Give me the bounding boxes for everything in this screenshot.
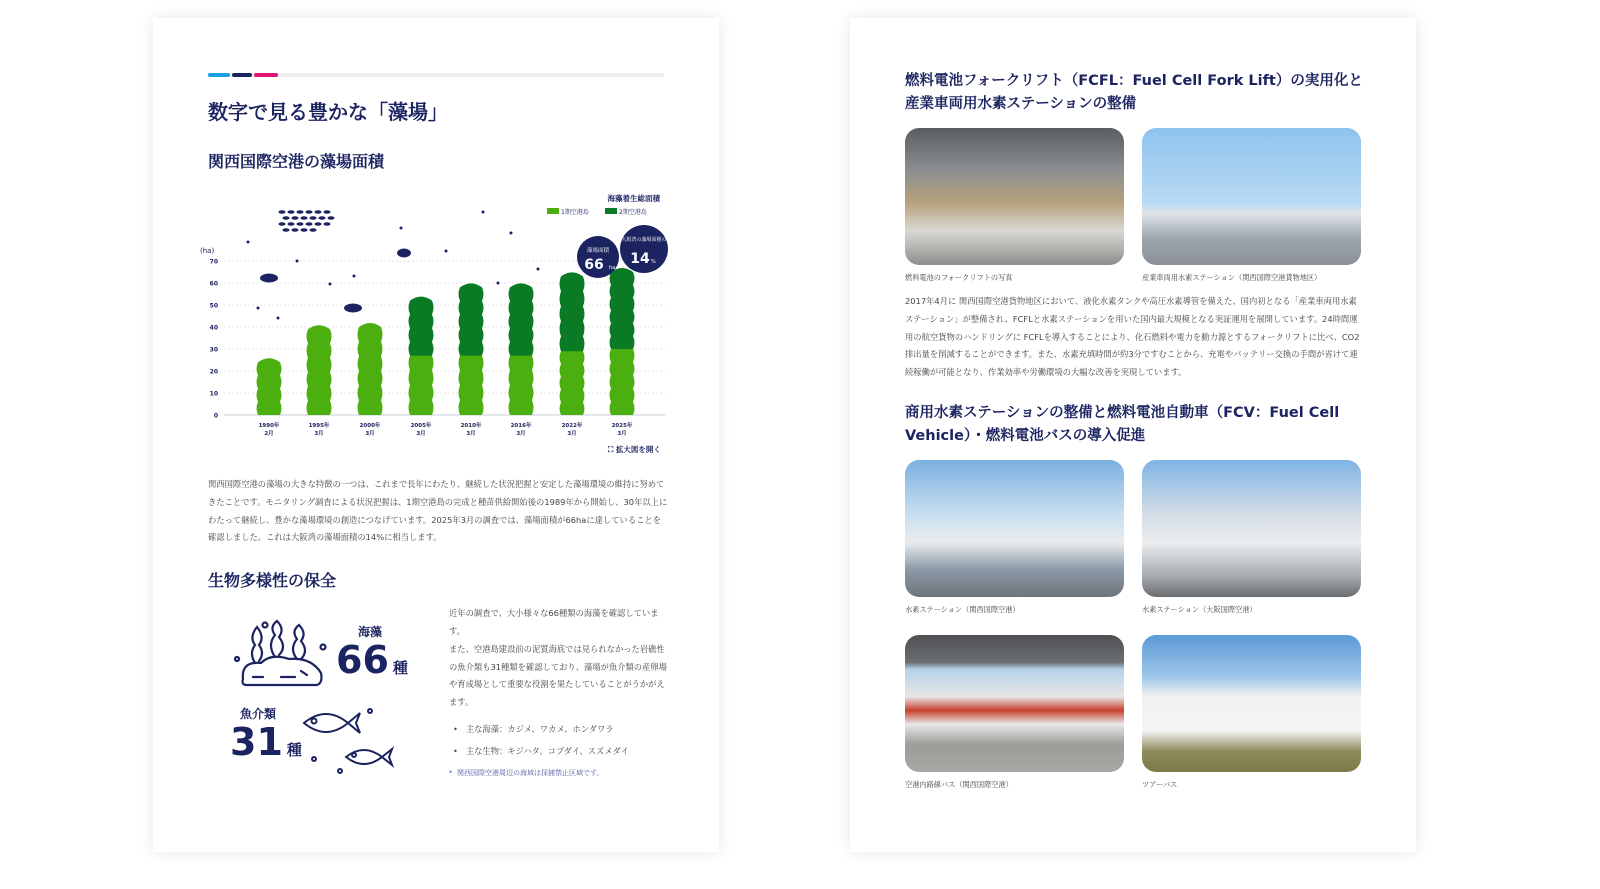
body-text: 2017年4月に 関西国際空港貨物地区において、液化水素タンクや高圧水素導管を備えた、国内初となる「産業車両用水素ステーション」が整備され、FCFLと水素ステーションを用いた国内最大規模となる実証運用を展開しています。24時間運用の航空貨物のハンドリングに FCFLを導入することにより、化石燃料や電力を動力源とするフォークリフトに比べ、CO2排出量を削減することができます。また、水素充填時間が約3分ですむことから、充電やバッテリー交換の手間が省けて連続稼働が可能となり、作業効率や労働環境の大幅な改善を実現しています。	[905, 296, 1360, 378]
biodiversity-text-1: 近年の調査で、大小様々な66種類の海藻を確認しています。	[449, 608, 659, 636]
bar-phase1	[610, 345, 635, 415]
list-item-text: 主な海藻：カジメ、ワカメ、ホンダワラ	[465, 723, 614, 734]
biodiversity-text-2: また、空港島建設前の泥質海底では見られなかった岩礁性の魚介類も31種類を確認しており、藻場が魚介類の産卵場や育成場として重要な役割を果たしていることがうかがえます。	[449, 643, 667, 708]
stat-seaweed-unit: 種	[392, 659, 408, 678]
right-content	[905, 70, 1365, 790]
fish-school-icon	[301, 228, 308, 232]
page-right	[850, 18, 1416, 852]
stat-seaweed	[336, 623, 408, 683]
section-heading: 関西国際空港の藻場面積	[208, 152, 385, 171]
x-tick-label: 3月	[314, 431, 324, 437]
legend-label: 2期空港島	[619, 209, 647, 216]
stat-fish-label: 魚介類	[240, 707, 277, 722]
fish-school-icon	[279, 222, 286, 226]
lower-content	[208, 476, 668, 779]
biodiversity-block	[208, 605, 668, 779]
fish-icon	[344, 304, 362, 313]
body-text: 関西国際空港の藻場の大きな特徴の一つは、これまで長年にわたり、継続した状況把握と安定した藻場環境の維持に努めてきたことです。モニタリング調査による状況把握は、1期空港島の完成と種苗供給開始後の1989年から開始し、30年以上にわたって継続し、豊かな藻場環境の創造につなげています。2025年3月の調査では、藻場面積が66haに達していることを確認しました。これは大阪湾の藻場面積の14%に相当します。	[208, 479, 668, 543]
list-item: • 主な海藻：カジメ、ワカメ、ホンダワラ	[453, 723, 614, 734]
bar-phase1	[358, 323, 383, 415]
list-item: • 主な生物：キジハタ、コブダイ、スズメダイ	[453, 745, 629, 756]
x-tick-label: 2016年	[510, 423, 532, 429]
bubble-dot	[257, 307, 260, 310]
bubble-unit: %	[651, 259, 656, 265]
photo-row	[905, 635, 1365, 790]
seaweed-chart	[198, 188, 678, 448]
fish-school-icon	[283, 228, 290, 232]
legend-label: 1期空港島	[561, 209, 589, 216]
fish-school-icon	[279, 210, 286, 214]
y-tick-label: 50	[209, 302, 218, 310]
photo-caption: 水素ステーション（大阪国際空港）	[1142, 604, 1257, 614]
legend-swatch	[547, 208, 559, 214]
bar-phase1	[459, 352, 484, 415]
x-tick-label: 2005年	[410, 423, 432, 429]
page-title: 数字で見る豊かな「藻場」	[208, 100, 448, 124]
bubble-label: 藻場面積	[586, 248, 610, 254]
fish-school-icon	[292, 228, 299, 232]
photo-tour-bus	[1142, 635, 1361, 772]
photo-row	[905, 460, 1365, 615]
fish-school-icon	[301, 216, 308, 220]
stat-fish	[230, 705, 302, 765]
x-tick-label: 2010年	[460, 423, 482, 429]
bar-phase2	[560, 272, 585, 351]
section-heading: 生物多様性の保全	[208, 571, 337, 591]
photo-caption: 水素ステーション（関西国際空港）	[905, 604, 1020, 614]
x-tick-label: 3月	[416, 431, 426, 437]
photo-kix-station	[905, 460, 1124, 597]
fish-icon	[260, 274, 278, 283]
x-tick-label: 3月	[567, 431, 577, 437]
biodiversity-text	[449, 605, 668, 779]
enlarge-link[interactable]: ⛶ 拡大図を開く	[608, 445, 661, 454]
bubble-dot	[445, 250, 448, 253]
bar-phase1	[509, 352, 534, 415]
bar-phase1	[560, 347, 585, 415]
x-tick-label: 2022年	[561, 423, 583, 429]
stat-seaweed-value: 66	[336, 638, 389, 683]
page-left	[153, 18, 719, 852]
y-tick-label: 30	[209, 346, 218, 354]
x-tick-label: 2月	[264, 431, 274, 437]
fish-school-icon	[328, 216, 335, 220]
bubble-dot	[537, 268, 540, 271]
fish-school-icon	[324, 222, 331, 226]
x-tick-label: 2000年	[359, 423, 381, 429]
y-tick-label: 60	[209, 280, 218, 288]
bubble-dot	[329, 283, 332, 286]
fish-icon	[397, 249, 411, 258]
fish-school-icon	[315, 210, 322, 214]
enlarge-label[interactable]: 拡大図を開く	[615, 445, 661, 454]
fish-school-icon	[288, 210, 295, 214]
bubble-value: 14	[630, 251, 650, 267]
bubble-value: 66	[584, 257, 604, 273]
photo-row	[905, 128, 1365, 283]
stat-fish-unit: 種	[286, 741, 302, 760]
bar-phase2	[409, 297, 434, 356]
stat-fish-value: 31	[230, 720, 283, 765]
y-axis-label: (ha)	[200, 247, 215, 255]
y-tick-label: 10	[209, 390, 218, 398]
bubble-dot	[497, 282, 500, 285]
fish-school-icon	[306, 222, 313, 226]
y-tick-label: 20	[209, 368, 218, 376]
bar-phase1	[307, 325, 332, 415]
bubble-dot	[400, 227, 403, 230]
bar-phase2	[509, 283, 534, 355]
bubble-unit: ha	[609, 265, 616, 271]
x-tick-label: 1990年	[258, 423, 280, 429]
fish-school-icon	[306, 210, 313, 214]
bubble-dot	[353, 275, 356, 278]
list-item-text: 主な生物：キジハタ、コブダイ、スズメダイ	[465, 745, 629, 756]
photo-caption: 産業車両用水素ステーション（関西国際空港貨物地区）	[1142, 273, 1322, 282]
x-tick-label: 3月	[466, 431, 476, 437]
fish-school-icon	[324, 210, 331, 214]
bubble-dot	[296, 260, 299, 263]
y-tick-label: 40	[209, 324, 218, 332]
x-tick-label: 3月	[365, 431, 375, 437]
fish-school-icon	[310, 216, 317, 220]
bubble-dot	[510, 232, 513, 235]
photo-forklift	[905, 128, 1124, 265]
biodiversity-stats	[208, 605, 449, 775]
photo-caption: 空港内路線バス（関西国際空港）	[905, 779, 1013, 789]
species-list	[449, 718, 668, 762]
bubble-dot	[482, 211, 485, 214]
fish-icon	[298, 701, 403, 776]
photo-industrial-station	[1142, 128, 1361, 265]
footnote-text: 関西国際空港周辺の海域は採捕禁止区域です。	[456, 768, 604, 777]
fish-school-icon	[297, 222, 304, 226]
accent-bar	[208, 73, 664, 77]
photo-caption: 燃料電池のフォークリフトの写真	[905, 273, 1013, 282]
x-tick-label: 3月	[617, 431, 627, 437]
bar-phase1	[409, 352, 434, 415]
fish-school-icon	[292, 216, 299, 220]
bubble-dot	[277, 317, 280, 320]
bubble-label: 大阪湾の藻場面積の	[621, 237, 667, 243]
fish-school-icon	[283, 216, 290, 220]
x-tick-label: 3月	[516, 431, 526, 437]
photo-caption: ツアーバス	[1142, 779, 1178, 789]
bubble-dot	[247, 241, 250, 244]
x-tick-label: 2025年	[611, 423, 633, 429]
fish-school-icon	[319, 216, 326, 220]
y-tick-label: 0	[213, 412, 218, 420]
fish-school-icon	[288, 222, 295, 226]
fish-school-icon	[315, 222, 322, 226]
section-heading: 燃料電池フォークリフト（FCFL：Fuel Cell Fork Lift）の実用化と産業車両用水素ステーションの整備	[905, 73, 1363, 112]
bar-phase2	[459, 283, 484, 355]
bar-phase2	[610, 268, 635, 349]
bar-phase1	[257, 358, 282, 415]
photo-itami-station	[1142, 460, 1361, 597]
x-tick-label: 1995年	[308, 423, 330, 429]
stat-seaweed-label: 海藻	[358, 625, 383, 640]
legend-swatch	[605, 208, 617, 214]
legend-title: 海藻着生総面積	[607, 194, 660, 203]
fish-school-icon	[297, 210, 304, 214]
fish-school-icon	[310, 228, 317, 232]
section-heading: 商用水素ステーションの整備と燃料電池自動車（FCV：Fuel Cell Vehicle）・燃料電池バスの導入促進	[905, 404, 1340, 444]
footnote: * 関西国際空港周辺の海域は採捕禁止区域です。	[449, 768, 604, 777]
seaweed-icon	[231, 619, 331, 691]
photo-fuel-cell-bus	[905, 635, 1124, 772]
y-tick-label: 70	[209, 258, 218, 266]
